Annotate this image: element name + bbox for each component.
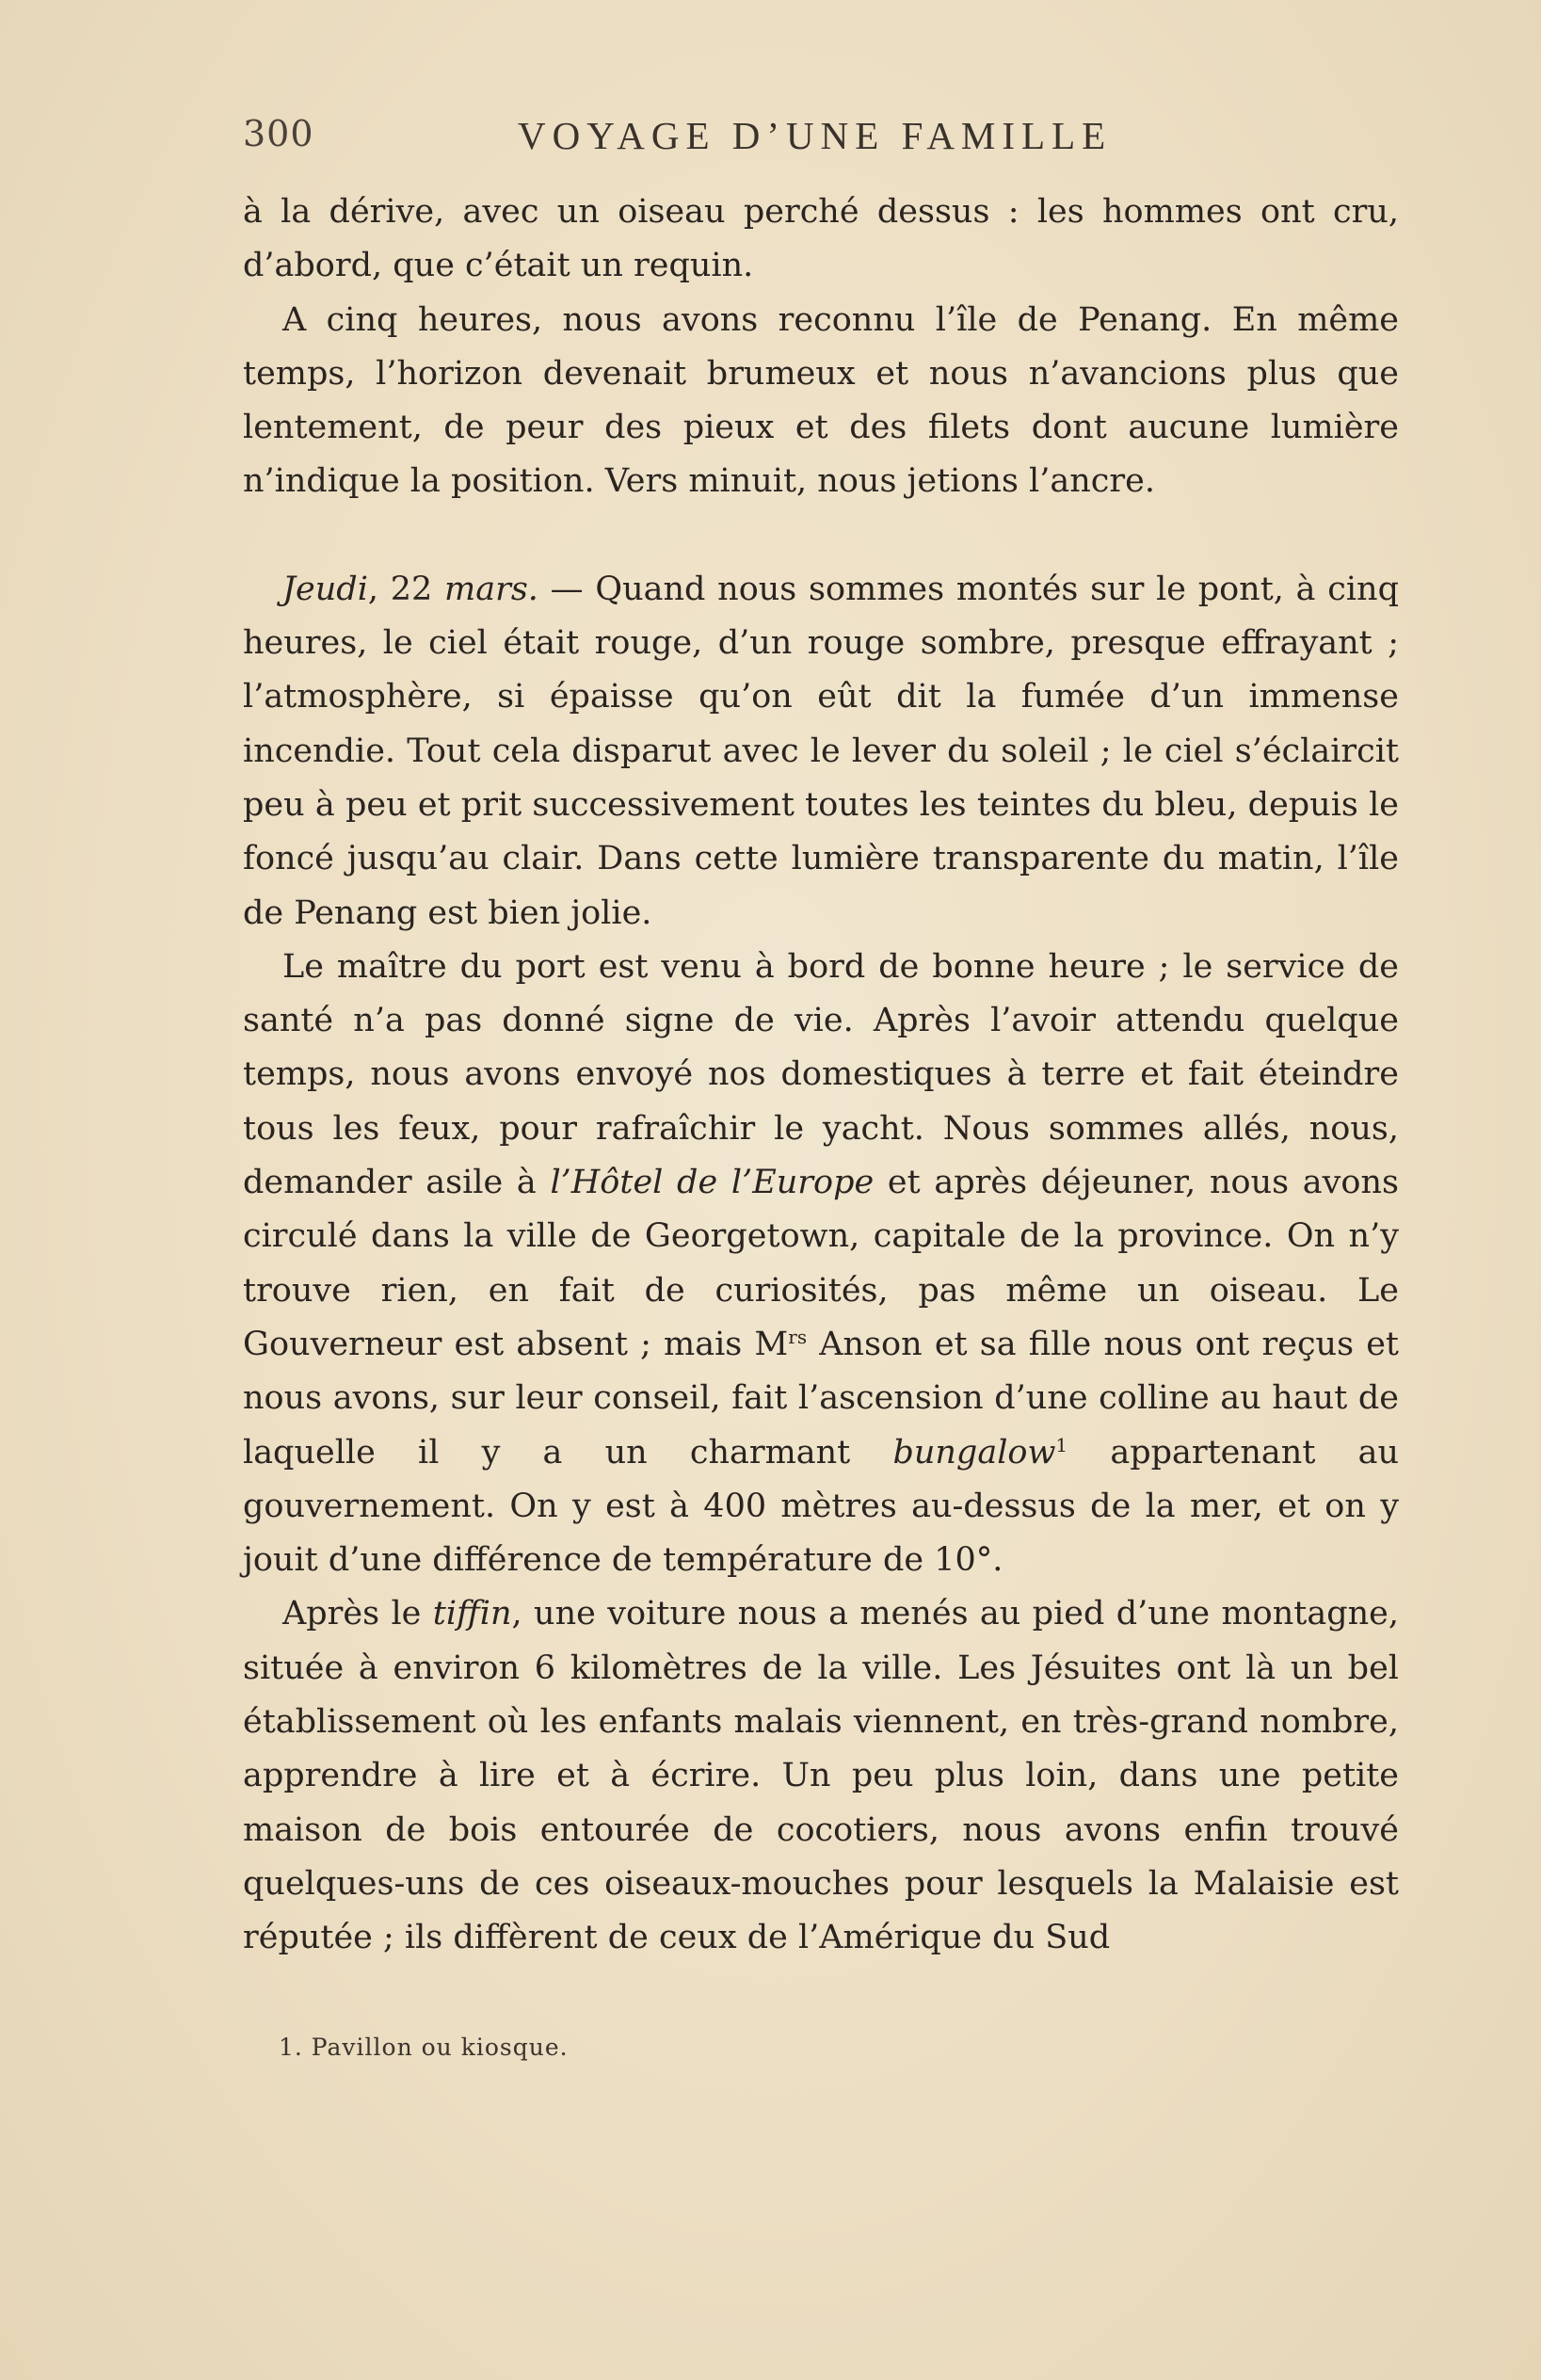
- running-title: VOYAGE D’UNE FAMILLE: [518, 114, 1113, 157]
- text-run: , une voiture nous a menés au pied d’une montagne, située à environ 6 kilomètres de la ville. Les Jésuites ont là un bel établissement où les enfants malais viennent, en très-grand nombre, apprendre à lire et à écrire. Un peu plus loin, dans une petite maison de bois entourée de cocotiers, nous avons enfin trouvé quelques-uns de ces oiseaux-mouches pour lesquels la Malaisie est réputée ; ils diffèrent de ceux de l’Amérique du Sud: [243, 1595, 1399, 1957]
- entry-month: mars.: [444, 570, 538, 608]
- paragraph-georgetown: [243, 941, 1399, 1588]
- paragraph-tiffin: [243, 1587, 1399, 1965]
- footnote: 1. Pavillon ou kiosque.: [279, 2034, 569, 2061]
- title-superscript: rs: [788, 1325, 808, 1348]
- footnote-reference: 1: [1055, 1433, 1068, 1456]
- text-run: appartenant au gouvernement. On y est à 400 mètres au-dessus de la mer, et on y jouit d’une différence de température de 10°.: [243, 1433, 1399, 1580]
- text-run: Le maître du port est venu à bord de bonne heure ; le service de santé n’a pas donné signe de vie. Après l’avoir attendu quelque temps, nous avons envoyé nos domestiques à terre et fait éteindre tous les feux, pour rafraîchir le yacht. Nous sommes allés, nous, demander asile à: [243, 947, 1399, 1202]
- paragraph-dated-entry: [243, 563, 1399, 941]
- page-header: [243, 113, 1401, 169]
- paragraph-continuation: à la dérive, avec un oiseau perché dessus : les hommes ont cru, d’abord, que c’était un requin.: [243, 193, 1399, 285]
- hotel-name: l’Hôtel de l’Europe: [550, 1164, 875, 1202]
- body-text: [243, 185, 1399, 1966]
- text-run: Anson et sa fille nous ont reçus et nous avons, sur leur conseil, fait l’ascension d’une colline au haut de laquelle il y a un charmant: [243, 1325, 1399, 1471]
- paragraph-penang-arrival: A cinq heures, nous avons reconnu l’île de Penang. En même temps, l’horizon devenait brumeux et nous n’avancions plus que lentement, de peur des pieux et des filets dont aucune lumière n’indique la position. Vers minuit, nous jetions l’ancre.: [243, 300, 1399, 501]
- tiffin-term: tiffin: [432, 1595, 512, 1633]
- entry-date-number: , 22: [367, 570, 445, 608]
- entry-day: Jeudi: [282, 570, 368, 608]
- text-run: et après déjeuner, nous avons circulé dans la ville de Georgetown, capitale de la province. On n’y trouve rien, en fait de curiosités, pas même un oiseau. Le Gouverneur est absent ; mais M: [243, 1164, 1399, 1363]
- text-run: Après le: [282, 1595, 433, 1633]
- bungalow-term: bungalow: [892, 1433, 1056, 1471]
- page-number: 300: [243, 113, 314, 154]
- entry-text: — Quand nous sommes montés sur le pont, à cinq heures, le ciel était rouge, d’un rouge sombre, presque effrayant ; l’atmosphère, si épaisse qu’on eût dit la fumée d’un immense incendie. Tout cela disparut avec le lever du soleil ; le ciel s’éclaircit peu à peu et prit successivement toutes les teintes du bleu, depuis le foncé jusqu’au clair. Dans cette lumière transparente du matin, l’île de Penang est bien jolie.: [243, 570, 1399, 932]
